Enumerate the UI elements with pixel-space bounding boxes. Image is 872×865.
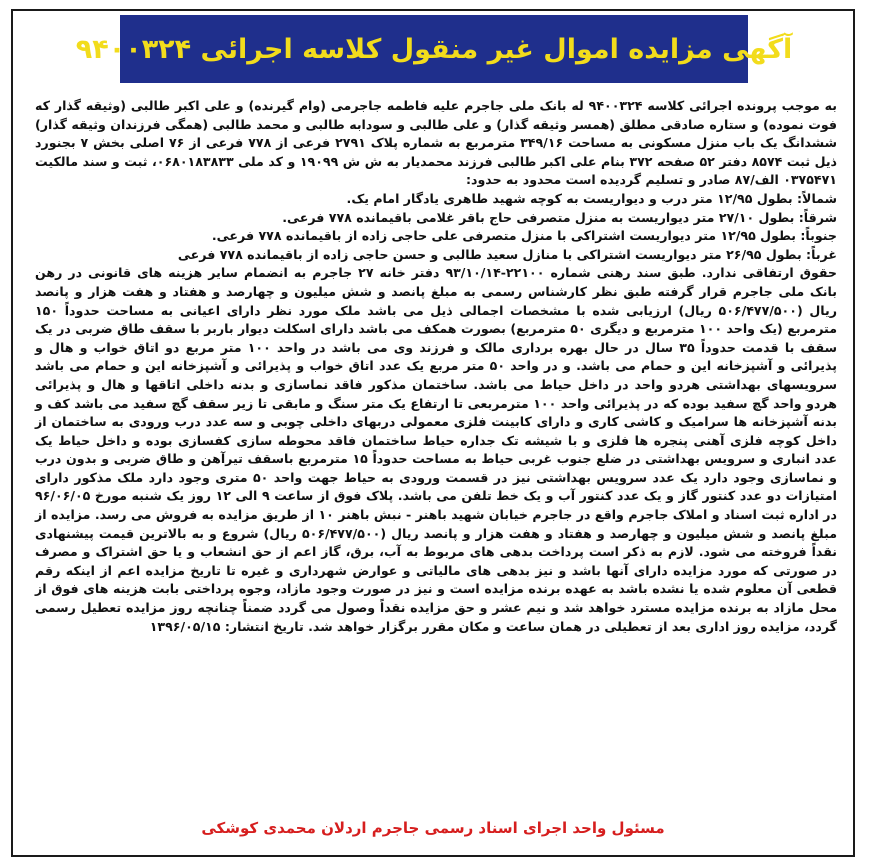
boundary-north: شمالاً: بطول ۱۲/۹۵ متر درب و دیواریست به کوچه شهید طاهری یادگار امام یک. xyxy=(346,190,837,206)
boundary-west: غرباً: بطول ۲۶/۹۵ متر دیواریست اشتراکی با منازل سعید طالبی و حسن حاجی زاده از باقیمانده ۷۷۸ فرعی xyxy=(177,246,837,262)
notice-title: آگهی مزایده اموال غیر منقول کلاسه اجرائی ۹۴۰۰۳۲۴ xyxy=(75,33,793,65)
notice-header xyxy=(75,15,793,83)
intro-paragraph: به موجب پرونده اجرائی کلاسه ۹۴۰۰۳۲۴ له بانک ملی جاجرم علیه فاطمه جاجرمی (وام گیرنده) و علی اکبر طالبی (وثیقه گذار که فوت نموده) و ستاره صادقی مطلق (همسر وثیقه گذار) و علی طالبی و سودابه طالبی و محمد طالبی (همگی فرزندان وثیقه گذار) ششدانگ یک باب منزل مسکونی به مساحت ۳۴۹/۱۶ مترمربع به شماره پلاک ۲۷۹۱ فرعی از ۷۷۸ فرعی از ۷۶ اصلی بخش ۷ بجنورد ذیل ثبت ۸۵۷۴ دفتر ۵۲ صفحه ۳۷۲ بنام علی اکبر طالبی فرزند محمدیار به ش ش ۱۹۰۹۹ و کد ملی ۰۶۸۰۱۸۳۸۳۳، ثبت و سند مالکیت ۰۳۷۵۴۷۱ الف/۸۷ صادر و تسلیم گردیده است محدود به حدود: xyxy=(35,98,838,188)
publish-date: تاریخ انتشار: ۱۳۹۶/۰۵/۱۵ xyxy=(149,618,304,634)
details-paragraph xyxy=(35,264,837,636)
signature-line: مسئول واحد اجرای اسناد رسمی جاجرم اردلان محمدی کوشکی xyxy=(201,819,665,837)
details-text: حقوق ارتفاقی ندارد. طبق سند رهنی شماره ۲۲۱۰۰-۹۳/۱۰/۱۴ دفتر خانه ۲۷ جاجرم به انضمام سایر هزینه های قانونی در رهن بانک ملی جاجرم قرار گرفته طبق نظر کارشناس رسمی به مبلغ پانصد و شش میلیون و چهارصد و هفتاد و هفت هزار و پانصد ریال (۵۰۶/۴۷۷/۵۰۰ ریال) ارزیابی شده با مشخصات اجمالی ذیل می باشد ملک مورد نظر دارای اعیانی به مساحت حدوداً ۱۵۰ مترمربع (یک واحد ۱۰۰ مترمربع و دیگری ۵۰ مترمربع) بصورت همکف می باشد دارای اسکلت دیوار باربر با سقف طاق ضربی در یک سقف با قدمت حدوداً ۳۵ سال در حال بهره برداری مالک و فرزند وی می باشد در واحد ۱۰۰ متر مربع دو اتاق خواب و هال و پذیرائی و آشپزخانه این و حمام می باشد. و در واحد ۵۰ متر مربع یک عدد اتاق خواب و پذیرائی و آشپزخانه این و حمام می باشد سرویسهای بهداشتی هردو واحد در داخل حیاط می باشد. ساختمان مذکور فاقد نماسازی و بدنه داخلی اتاقها و هال و پذیرائی هردو واحد گچ سفید بوده که در پذیرائی واحد ۱۰۰ مترمربعی تا ارتفاع یک متر سنگ و مابقی تا زیر سقف گچ سفید می باشد کف و بدنه آشپزخانه ها سرامیک و کاشی کاری و دارای کابینت فلزی معمولی دربهای داخلی چوبی و سه عدد درب ورودی به ساختمان از داخل کوچه فلزی آهنی پنجره ها فلزی و با شیشه تک جداره حیاط ساختمان فاقد محوطه سازی کفسازی بوده و داخل حیاط یک عدد انباری و سرویس بهداشتی در ضلع جنوب غربی حیاط به مساحت حدوداً ۱۵ مترمربع باسقف تیرآهن و طاق ضربی و بدون درب و نماسازی وجود دارد یک عدد سرویس بهداشتی نیز در قسمت ورودی به حیاط جهت واحد ۵۰ متری وجود دارد ملک مذکور دارای امتیازات دو عدد کنتور گاز و یک عدد کنتور آب و یک خط تلفن می باشد. پلاک فوق از ساعت ۹ الی ۱۲ روز یک شنبه مورخ ۹۶/۰۶/۰۵ در اداره ثبت اسناد و املاک جاجرم واقع در جاجرم خیابان شهید باهنر - نبش باهنر ۱۰ از طریق مزایده به فروش می رسد. مزایده از مبلغ پانصد و شش میلیون و چهارصد و هفتاد و هفت هزار و پانصد ریال (۵۰۶/۴۷۷/۵۰۰ ریال) شروع و به بالاترین قیمت پیشنهادی نقداً فروخته می شود. لازم به ذکر است پرداخت بدهی های مربوط به آب، برق، گاز اعم از حق انشعاب و یا حق اشتراک و مصرف در صورتی که مورد مزایده دارای آنها باشد و نیز بدهی های مالیاتی و عوارض شهرداری و غیره تا تاریخ مزایده اعم از اینکه رقم قطعی آن معلوم شده یا نشده باشد به عهده برنده مزایده است و نیز در صورت وجود مازاد، وجوه پرداختی بابت هزینه های فوق از محل مازاد به برنده مزایده مسترد خواهد شد و نیم عشر و حق مزایده نقداً وصول می گردد ضمناً چنانچه روز مزایده تعطیل رسمی گردد، مزایده روز اداری بعد از تعطیلی در همان ساعت و مکان مقرر برگزار خواهد شد. xyxy=(35,265,838,634)
auction-notice xyxy=(11,9,855,857)
notice-body xyxy=(35,97,837,636)
boundary-south: جنوباً: بطول ۱۲/۹۵ متر دیواریست اشتراکی با منزل متصرفی علی حاجی زاده از باقیمانده ۷۷۸ فرعی. xyxy=(211,228,837,244)
boundary-east: شرقاً: بطول ۲۷/۱۰ متر دیواریست به منزل متصرفی حاج باقر غلامی باقیمانده ۷۷۸ فرعی. xyxy=(282,209,837,225)
